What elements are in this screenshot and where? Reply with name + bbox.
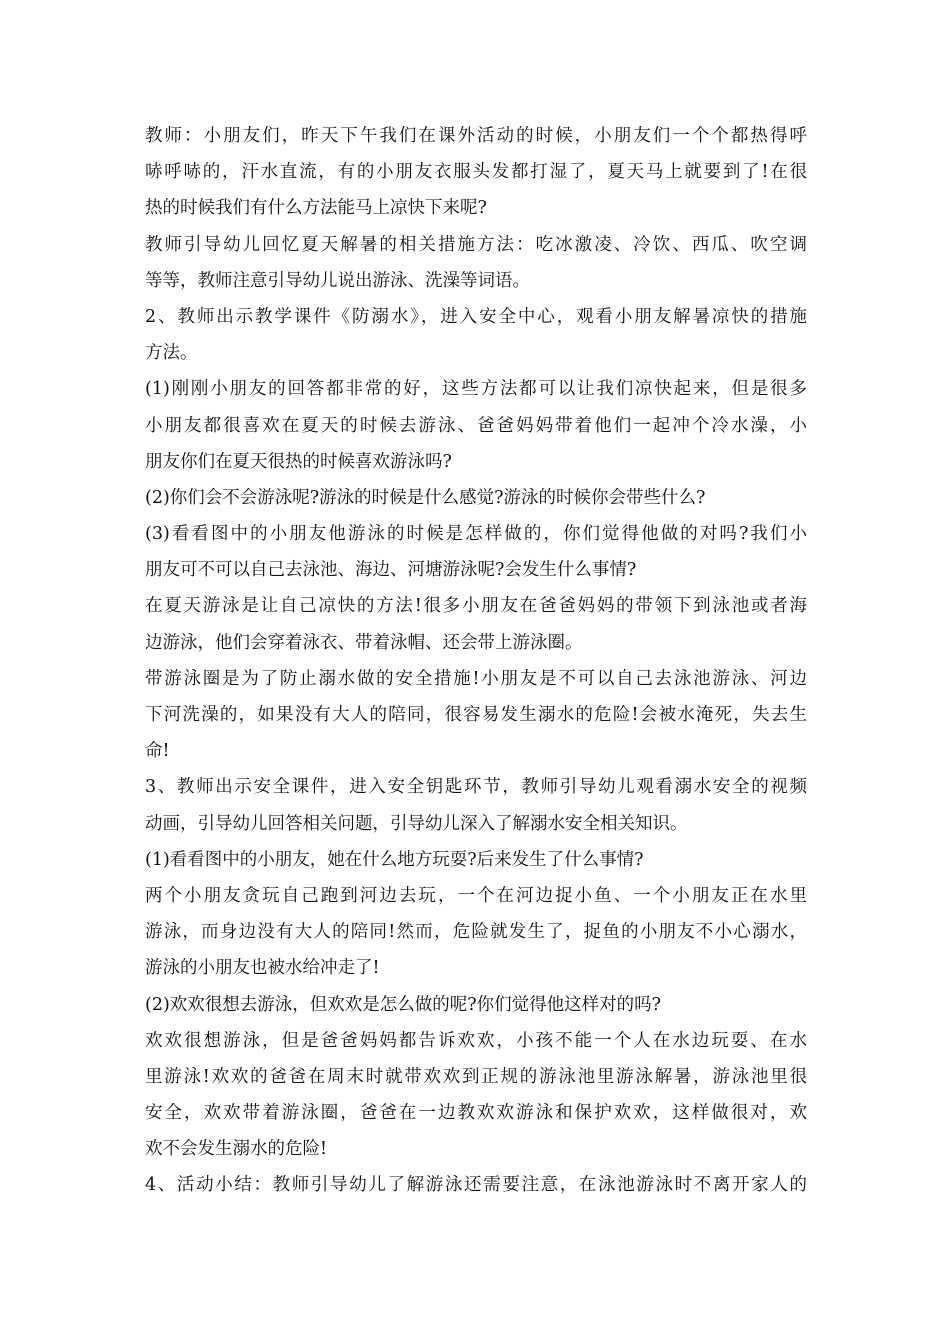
text-line: 2、教师出示教学课件《防溺水》，进入安全中心，观看小朋友解暑凉快的措施 (145, 306, 807, 327)
text-line: 朋友可不可以自己去泳池、海边、河塘游泳呢?会发生什么事情? (145, 560, 637, 581)
text-line: 3、教师出示安全课件，进入安全钥匙环节，教师引导幼儿观看溺水安全的视频 (145, 777, 807, 798)
text-line: 下河洗澡的，如果没有大人的陪同，很容易发生溺水的危险!会被水淹死，失去生 (145, 705, 807, 725)
text-line: 两个小朋友贪玩自己跑到河边去玩，一个在河边捉小鱼、一个小朋友正在水里 (145, 885, 807, 906)
text-line: 等等，教师注意引导幼儿说出游泳、洗澡等词语。 (145, 270, 530, 291)
text-line: 里游泳!欢欢的爸爸在周末时就带欢欢到正规的游泳池里游泳解暑，游泳池里很 (145, 1066, 807, 1087)
text-line: 欢欢很想游泳，但是爸爸妈妈都告诉欢欢，小孩不能一个人在水边玩耍、在水 (145, 1030, 807, 1051)
text-line: 热的时候我们有什么方法能马上凉快下来呢? (145, 198, 487, 219)
text-line: (1)看看图中的小朋友，她在什么地方玩耍?后来发生了什么事情? (145, 849, 644, 870)
text-line: 动画，引导幼儿回答相关问题，引导幼儿深入了解溺水安全相关知识。 (145, 813, 688, 834)
text-line: 在夏天游泳是让自己凉快的方法!很多小朋友在爸爸妈妈的带领下到泳池或者海 (145, 596, 807, 617)
text-line: 方法。 (145, 343, 198, 364)
text-line: (2)欢欢很想去游泳，但欢欢是怎么做的呢?你们觉得他这样对的吗? (145, 994, 662, 1015)
text-line: 哧呼哧的，汗水直流，有的小朋友衣服头发都打湿了，夏天马上就要到了!在很 (145, 162, 807, 183)
text-line: (1)刚刚小朋友的回答都非常的好，这些方法都可以让我们凉快起来，但是很多 (145, 379, 807, 400)
document-body (145, 118, 807, 1204)
text-line: 命! (145, 741, 170, 762)
text-line: 4、活动小结：教师引导幼儿了解游泳还需要注意，在泳池游泳时不离开家人的 (145, 1175, 807, 1196)
text-line: (3)看看图中的小朋友他游泳的时候是怎样做的，你们觉得他做的对吗?我们小 (145, 524, 807, 545)
text-line: 教师引导幼儿回忆夏天解暑的相关措施方法：吃冰激凌、冷饮、西瓜、吹空调 (145, 234, 807, 255)
text-line: (2)你们会不会游泳呢?游泳的时候是什么感觉?游泳的时候你会带些什么? (145, 487, 706, 508)
text-line: 安全，欢欢带着游泳圈，爸爸在一边教欢欢游泳和保护欢欢，这样做很对，欢 (145, 1103, 807, 1124)
text-line: 游泳的小朋友也被水给冲走了! (145, 958, 380, 979)
text-line: 朋友你们在夏天很热的时候喜欢游泳吗? (145, 451, 452, 472)
text-line: 边游泳，他们会穿着泳衣、带着泳帽、还会带上游泳圈。 (145, 632, 583, 653)
text-line: 教师：小朋友们，昨天下午我们在课外活动的时候，小朋友们一个个都热得呼 (145, 126, 807, 146)
text-line: 欢不会发生溺水的危险! (145, 1139, 328, 1160)
text-line: 游泳，而身边没有大人的陪同!然而，危险就发生了，捉鱼的小朋友不小心溺水， (145, 922, 807, 943)
text-line: 带游泳圈是为了防止溺水做的安全措施!小朋友是不可以自己去泳池游泳、河边 (145, 668, 807, 689)
text-line: 小朋友都很喜欢在夏天的时候去游泳、爸爸妈妈带着他们一起冲个冷水澡，小 (145, 415, 807, 436)
